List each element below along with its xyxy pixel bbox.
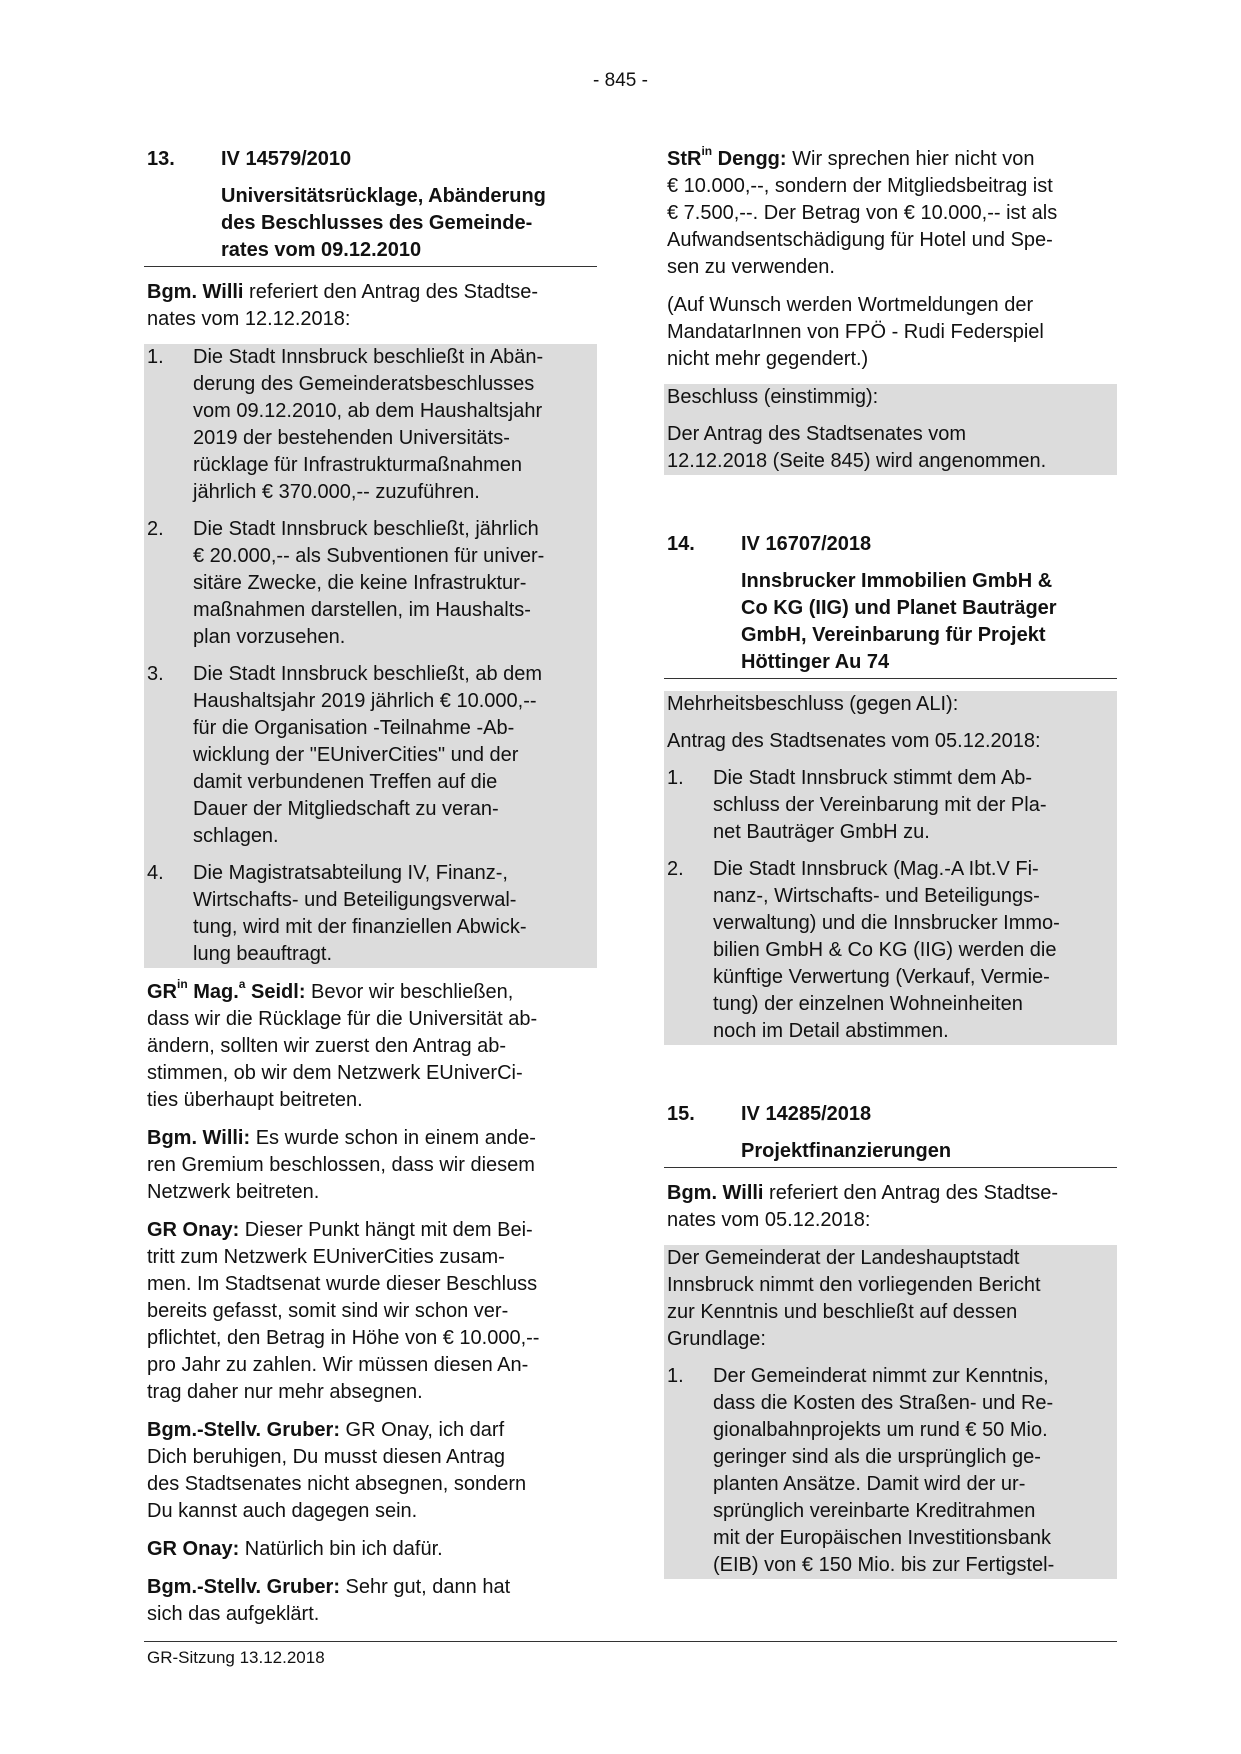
section-title: Innsbrucker Immobilien GmbH & Co KG (IIG) und Planet Bauträger GmbH, Vereinbarung für Projekt Höttinger Au 74 <box>741 570 1057 673</box>
statement-gruber: Bgm.-Stellv. Gruber: GR Onay, ich darf Dich beruhigen, Du musst diesen Antrag des Stadtsenates nicht absegnen, sondern Du kannst auch dagegen sein. <box>147 1419 527 1522</box>
speaker: Bgm. Willi: <box>147 1127 251 1149</box>
speaker: $GR^{in}$ Mag.$^a$ Seidl: <box>147 977 306 1003</box>
list-item: 3. Die Stadt Innsbruck beschließt, ab dem Haushaltsjahr 2019 jährlich € 10.000,-- für die Organisation -Teilnahme -Ab- wicklung der "EUniverCities" und der damit verbundenen Treffen auf die Dauer der Mitgliedschaft zu veran- schlagen. <box>147 663 543 847</box>
intro-paragraph: Bgm. Willi referiert den Antrag des Stadtse- nates vom 12.12.2018: <box>147 281 539 330</box>
statement-gruber-2: Bgm.-Stellv. Gruber: Sehr gut, dann hat sich das aufgeklärt. <box>147 1576 511 1625</box>
section-code: IV 16707/2018 <box>741 533 872 555</box>
motion-list <box>144 344 597 968</box>
resolution-text: Der Antrag des Stadtsenates vom 12.12.2018 (Seite 845) wird angenommen. <box>667 423 1047 472</box>
list-item: 4. Die Magistratsabteilung IV, Finanz-, Wirtschafts- und Beteiligungsverwal- tung, wird mit der finanziellen Abwick- lung beauftragt. <box>147 862 527 965</box>
list-item: 1. Die Stadt Innsbruck stimmt dem Ab- schluss der Vereinbarung mit der Pla- net Bauträger GmbH zu. <box>667 767 1047 843</box>
motion-15 <box>664 1245 1117 1579</box>
motion-intro: Antrag des Stadtsenates vom 05.12.2018: <box>667 730 1041 752</box>
section-title: Projektfinanzierungen <box>741 1140 952 1162</box>
statement-seidl: $GR^{in}$ Mag.$^a$ Seidl: Bevor wir beschließen, dass wir die Rücklage für die Universität ab- ändern, sollten wir zuerst den Antrag ab- stimmen, ob wir dem Netzwerk EUniverCi- ties überhaupt beitreten. <box>147 977 538 1111</box>
right-column <box>664 146 1117 1590</box>
section-code: IV 14285/2018 <box>741 1103 872 1125</box>
list-item: 2. Die Stadt Innsbruck beschließt, jährlich € 20.000,-- als Subventionen für univer- sitäre Zwecke, die keine Infrastruktur- maßnahmen darstellen, im Haushalts- plan vorzusehen. <box>147 518 545 648</box>
footer-divider <box>144 1641 1117 1642</box>
speaker: GR Onay: <box>147 1219 240 1241</box>
statement-onay: GR Onay: Dieser Punkt hängt mit dem Bei- tritt zum Netzwerk EUniverCities zusam- men. Im Stadtsenat wurde dieser Beschluss bereits gefasst, somit sind wir schon ver- pflichtet, den Betrag in Höhe von € 10.000,-- pro Jahr zu zahlen. Wir müssen diesen An- trag daher nur mehr absegnen. <box>147 1219 540 1403</box>
resolution-label: Beschluss (einstimmig): <box>667 386 879 408</box>
section-14-header <box>664 531 1117 679</box>
section-15-header <box>664 1101 1117 1168</box>
speaker: Bgm.-Stellv. Gruber: <box>147 1576 340 1598</box>
speaker: Bgm. Willi <box>667 1182 764 1204</box>
statement-willi: Bgm. Willi: Es wurde schon in einem ande- ren Gremium beschlossen, dass wir diesem Netzwerk beitreten. <box>147 1127 536 1203</box>
section-code: IV 14579/2010 <box>221 148 352 170</box>
speaker: StR$^{in}$ Dengg: <box>667 144 787 170</box>
section-title: Universitätsrücklage, Abänderung des Beschlusses des Gemeinde- rates vom 09.12.2010 <box>221 185 546 261</box>
motion-intro: Der Gemeinderat der Landeshauptstadt Innsbruck nimmt den vorliegenden Bericht zur Kenntnis und beschließt auf dessen Grundlage: <box>667 1247 1041 1350</box>
page-number: - 845 - <box>593 70 648 91</box>
list-item: 1. Die Stadt Innsbruck beschließt in Abän- derung des Gemeinderatsbeschlusses vom 09.12.2010, ab dem Haushaltsjahr 2019 der bestehenden Universitäts- rücklage für Infrastrukturmaßnahmen jährlich € 370.000,-- zuzuführen. <box>147 346 544 503</box>
footer: GR-Sitzung 13.12.2018 <box>147 1648 325 1667</box>
list-item: 1. Der Gemeinderat nimmt zur Kenntnis, dass die Kosten des Straßen- und Re- gionalbahnprojekts um rund € 50 Mio. geringer sind als die ursprünglich ge- planten Ansätze. Damit wird der ur- sprünglich vereinbarte Kreditrahmen mit der Europäischen Investitionsbank (EIB) von € 150 Mio. bis zur Fertigstel- <box>667 1365 1055 1576</box>
intro-paragraph: Bgm. Willi referiert den Antrag des Stadtse- nates vom 05.12.2018: <box>667 1182 1059 1231</box>
resolution-label: Mehrheitsbeschluss (gegen ALI): <box>667 693 959 715</box>
resolution-13 <box>664 384 1117 475</box>
statement-onay-2: GR Onay: Natürlich bin ich dafür. <box>147 1538 443 1560</box>
statement-dengg: StR$^{in}$ Dengg: Wir sprechen hier nicht von € 10.000,--, sondern der Mitgliedsbeitrag ist € 7.500,--. Der Betrag von € 10.000,-- ist als Aufwandsentschädigung für Hotel und Spe- sen zu verwenden. <box>667 144 1058 278</box>
list-item: 2. Die Stadt Innsbruck (Mag.-A Ibt.V Fi- nanz-, Wirtschafts- und Beteiligungs- verwaltung) und die Innsbrucker Immo- bilien GmbH & Co KG (IIG) werden die künftige Verwertung (Verkauf, Vermie- tung) der einzelnen Wohneinheiten noch im Detail abstimmen. <box>667 858 1060 1042</box>
speaker: Bgm. Willi <box>147 281 244 303</box>
editorial-note: (Auf Wunsch werden Wortmeldungen der MandatarInnen von FPÖ - Rudi Federspiel nicht mehr gegendert.) <box>667 294 1044 370</box>
speaker: GR Onay: <box>147 1538 240 1560</box>
section-13-header <box>144 146 597 267</box>
section-number: 15. <box>667 1103 695 1125</box>
speaker: Bgm.-Stellv. Gruber: <box>147 1419 340 1441</box>
resolution-14 <box>664 691 1117 1045</box>
section-number: 14. <box>667 533 695 555</box>
section-number: 13. <box>147 148 175 170</box>
left-column <box>144 146 597 1639</box>
